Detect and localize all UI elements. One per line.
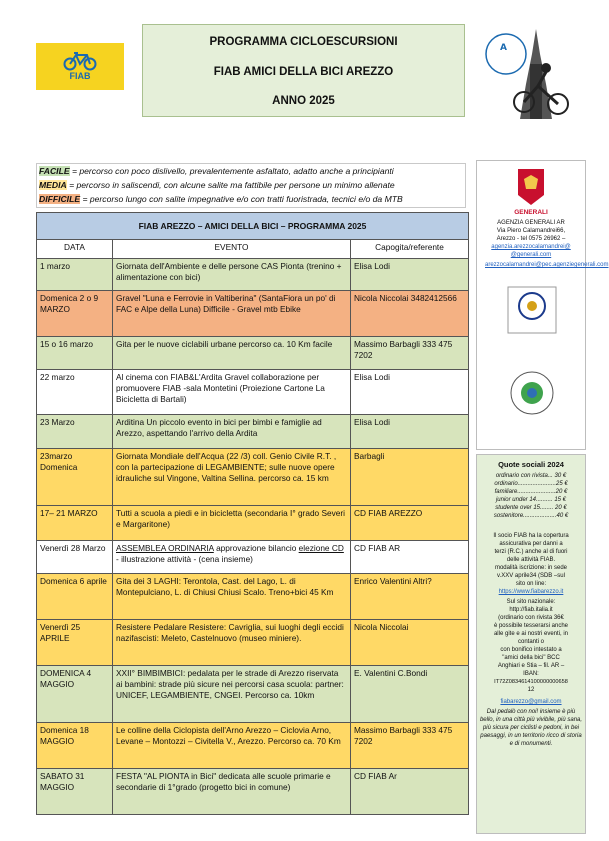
cell-date: DOMENICA 4 MAGGIO	[37, 666, 113, 723]
cell-ref: Enrico Valentini Altri?	[351, 574, 469, 620]
info-line: (ordinario con rivista 36€	[498, 615, 564, 621]
cell-ref: CD FIAB AREZZO	[351, 506, 469, 541]
cell-ref: Elisa Lodi	[351, 259, 469, 291]
title-line-3: ANNO 2025	[272, 95, 335, 107]
cell-date: 15 o 16 marzo	[37, 337, 113, 370]
bicycle-icon	[63, 51, 97, 71]
sponsor-panel	[476, 160, 609, 450]
quote-line: ordinario con rivista... 30 €	[495, 473, 567, 479]
header-date: DATA	[37, 240, 113, 259]
difficulty-legend	[36, 163, 466, 208]
cell-date: 17– 21 MARZO	[37, 506, 113, 541]
info-line: modalità iscrizione: in sede	[494, 565, 568, 571]
cell-date: Venerdì 28 Marzo	[37, 541, 113, 574]
info-line: Sul sito nazionale:	[506, 599, 556, 605]
generali-logo-text: GENERALI	[514, 209, 548, 216]
quote-line: studente over 15........ 20 €	[495, 505, 567, 511]
cell-event: Al cinema con FIAB&L'Ardita Gravel collaborazione per promuovere FIAB -sala Montetini (Proiezione Cartone La Bicicletta di Bartali)	[113, 370, 351, 415]
cell-event: FESTA "AL PIONTA in Bici" dedicata alle scuole primarie e secondarie di 1°grado (progetto bici in comune)	[113, 769, 351, 815]
cell-ref: CD FIAB AR	[351, 541, 469, 574]
table-row	[37, 769, 469, 815]
agency-email-link-cont[interactable]: @generali.com	[510, 252, 552, 258]
fiab-arezzo-website-link[interactable]: https://www.fiabarezzo.it	[498, 589, 564, 595]
membership-panel	[476, 454, 586, 834]
cell-date: 23 Marzo	[37, 415, 113, 449]
quote-line: ordinario.......................25 €	[494, 481, 568, 487]
info-line: assicurativa per danni a	[499, 541, 563, 547]
iban-line: IT72Z0834614100000000658	[494, 679, 568, 685]
cell-event: Arditina Un piccolo evento in bici per bimbi e famiglie ad Arezzo, aspettando l'arrivo della Ardita	[113, 415, 351, 449]
cell-ref: Elisa Lodi	[351, 415, 469, 449]
cell-ref: Nicola Niccolai	[351, 620, 469, 666]
cell-date: 23marzo Domenica	[37, 449, 113, 506]
title-box	[142, 24, 465, 117]
legend-difficile: DIFFICILE = percorso lungo con salite impegnative e/o con tratti fuoristrada, tecnici e/o da MTB	[39, 194, 403, 204]
cell-date: SABATO 31 MAGGIO	[37, 769, 113, 815]
cell-event: Gita per le nuove ciclabili urbane percorso ca. 10 Km facile	[113, 337, 351, 370]
info-line: IBAN:	[523, 671, 539, 677]
cell-ref: E. Valentini C.Bondi	[351, 666, 469, 723]
info-line: è possibile tesserarsi anche	[493, 623, 569, 629]
rotary-club-logo	[507, 286, 557, 334]
agency-pec-link[interactable]: arezzocalamandrei@pec.agenziegenerali.com	[485, 262, 609, 268]
slogan: Dal pedalò con noi! insieme è più bello, in una città più vivibile, più sana, più sicura per ciclisti e pedoni, in bei paesaggi, in un territorio ricco di storia e di monumenti.	[479, 709, 583, 747]
info-line: con bonifico intestato a	[500, 647, 562, 653]
cell-event: Tutti a scuola a piedi e in bicicletta (secondaria I° grado Severi e Margaritone)	[113, 506, 351, 541]
info-line: v.XXV aprile34 (SDB –sul	[497, 573, 565, 579]
info-line: http://fiab.italia.it	[509, 607, 553, 613]
info-line: Anghiari e Stia – fil. AR –	[497, 663, 565, 669]
cell-event: Giornata dell'Ambiente e delle persone CAS Pionta (trenino + alimentazione con bici)	[113, 259, 351, 291]
table-row	[37, 291, 469, 337]
cell-date: 22 marzo	[37, 370, 113, 415]
table-row	[37, 666, 469, 723]
agency-line: Via Piero Calamandrei66,	[496, 228, 566, 234]
cell-event: ASSEMBLEA ORDINARIA approvazione bilancio elezione CD - illustrazione attività - (cena insieme)	[113, 541, 351, 574]
quote-line: familiare.......................20 €	[494, 489, 568, 495]
iban-line-end: 12	[527, 687, 535, 693]
info-line: alle gite e ai nostri eventi, in	[493, 631, 569, 637]
cell-event: XXII° BIMBIMBICI: pedalata per le strade di Arezzo riservata ai bambini: strade più sicure nei percorsi casa scuola: partner: UNICEF, LEGAMBIENTE, CNGEI. Percorso ca. 10km	[113, 666, 351, 723]
fiab-logo	[36, 43, 124, 90]
cell-event: Resistere Pedalare Resistere: Cavriglia, sui luoghi degli eccidi nazifascisti: Meleto, Castelnuovo (museo miniere).	[113, 620, 351, 666]
cell-date: Domenica 6 aprile	[37, 574, 113, 620]
cell-ref: Elisa Lodi	[351, 370, 469, 415]
info-line: sito on line:	[515, 581, 547, 587]
table-row	[37, 337, 469, 370]
agency-line: Arezzo - tel 0575 26962 –	[496, 236, 566, 242]
title-line-1: PROGRAMMA CICLOESCURSIONI	[209, 36, 398, 48]
fiab-logo-text: FIAB	[69, 71, 91, 81]
cell-date: Domenica 2 o 9 MARZO	[37, 291, 113, 337]
agency-email-link[interactable]: agenzia.arezzocalamandrei@	[491, 244, 571, 250]
cell-event: Le colline della Ciclopista dell'Arno Arezzo – Ciclovia Arno, Levane – Montozzi – Civitella V., Arezzo. Percorso ca. 70 Km	[113, 723, 351, 769]
cell-ref: Massimo Barbagli 333 475 7202	[351, 723, 469, 769]
table-row	[37, 415, 469, 449]
table-row	[37, 506, 469, 541]
quote-line: sostenitore....................40 €	[493, 513, 569, 519]
title-line-2: FIAB AMICI DELLA BICI AREZZO	[213, 66, 394, 78]
agency-line: AGENZIA GENERALI AR	[497, 220, 565, 226]
legend-facile: FACILE = percorso con poco dislivello, prevalentemente asfaltato, adatto anche a principianti	[39, 166, 394, 176]
cell-ref: CD FIAB Ar	[351, 769, 469, 815]
table-row	[37, 620, 469, 666]
contact-email-link[interactable]: fiabarezzo@gmail.com	[500, 699, 562, 705]
info-line: Il socio FIAB ha la copertura	[493, 533, 569, 539]
cell-event: Gita dei 3 LAGHI: Terontola, Cast. del Lago, L. di Montepulciano, L. di Chiusi Chiusi Scalo. Treno+bici 45 Km	[113, 574, 351, 620]
cell-date: 1 marzo	[37, 259, 113, 291]
table-row	[37, 723, 469, 769]
info-line: terzi (R.C.) anche al di fuori	[494, 549, 568, 555]
cell-event: Giornata Mondiale dell'Acqua (22 /3) coll. Genio Civile R.T. , con la partecipazione di LEGAMBIENTE; sulle nuove opere idrauliche sul Vingone, Valtina Sellina. percorso ca. 15 km	[113, 449, 351, 506]
info-line: "amici della bici" BCC	[502, 655, 560, 661]
cell-ref: Barbagli	[351, 449, 469, 506]
table-row	[37, 370, 469, 415]
amici-bici-arezzo-logo	[480, 24, 576, 124]
cell-event: Gravel "Luna e Ferrovie in Valtiberina" (SantaFiora un po' di FAC e Alpe della Luna) Difficile - Gravel mtb Ebike	[113, 291, 351, 337]
quote-title: Quote sociali 2024	[498, 460, 564, 469]
header-referente: Capogita/referente	[351, 240, 469, 259]
legend-media: MEDIA = percorso in saliscendi, con alcune salite ma fattibile per persone un minimo allenate	[39, 180, 395, 190]
cell-date: Venerdì 25 APRILE	[37, 620, 113, 666]
info-line: contanti o	[517, 639, 545, 645]
table-row	[37, 259, 469, 291]
info-line: delle attività FIAB.	[506, 557, 556, 563]
partner-circle-logo	[497, 369, 567, 417]
table-row	[37, 449, 469, 506]
table-row	[37, 541, 469, 574]
generali-lion-icon	[514, 165, 548, 209]
table-row	[37, 574, 469, 620]
table-title: FIAB AREZZO – AMICI DELLA BICI – PROGRAMMA 2025	[37, 213, 469, 240]
cell-date: Domenica 18 MAGGIO	[37, 723, 113, 769]
header-event: EVENTO	[113, 240, 351, 259]
svg-text:A: A	[500, 43, 507, 53]
quote-line: junior under 14.......... 15 €	[495, 497, 567, 503]
cell-ref: Nicola Niccolai 3482412566	[351, 291, 469, 337]
cell-ref: Massimo Barbagli 333 475 7202	[351, 337, 469, 370]
program-table	[36, 212, 469, 815]
